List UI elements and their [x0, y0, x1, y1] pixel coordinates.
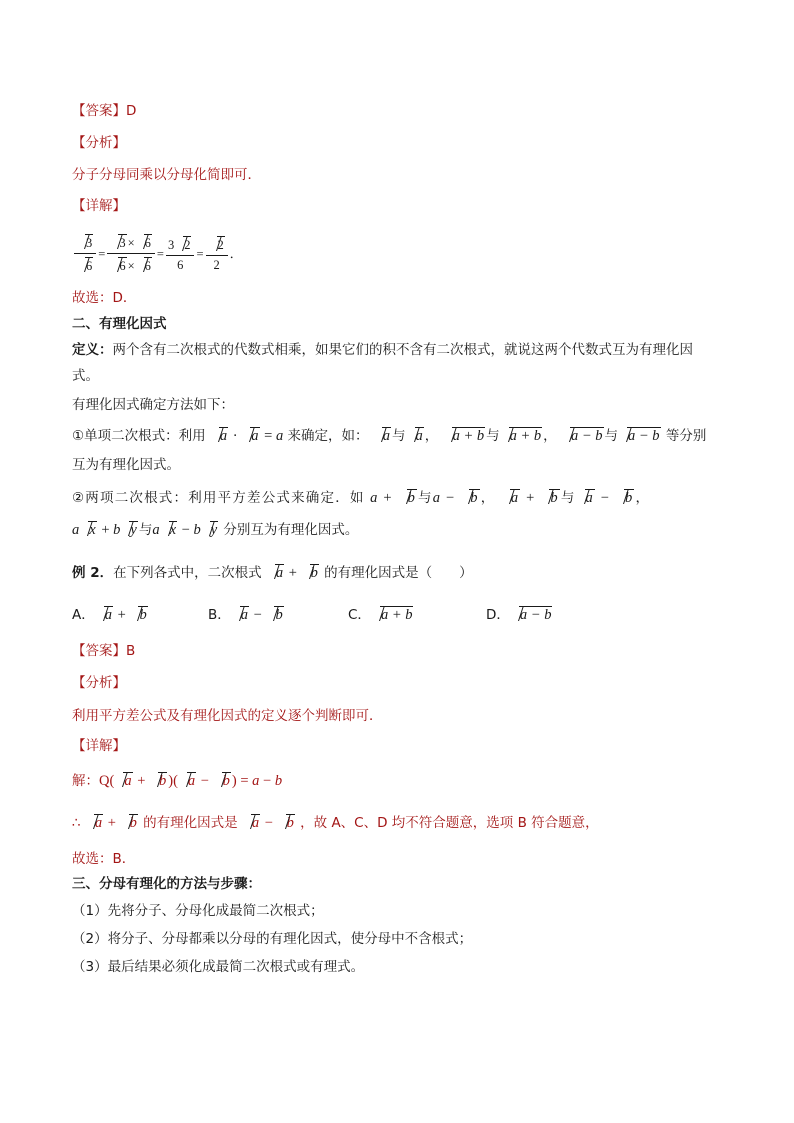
answer-line-2: 【答案】B — [72, 643, 136, 659]
analysis-text-2: 利用平方差公式及有理化因式的定义逐个判断即可． — [72, 708, 383, 724]
fraction-2: $\frac{3 \times 6}{6 \times 6}$ — [107, 232, 155, 275]
option-a[interactable]: A． a + b — [72, 604, 149, 625]
definition-line-1: 定义：两个含有二次根式的代数式相乘，如果它们的积不含有二次根式，就说这两个代数式互为有理化因 — [72, 342, 693, 358]
option-c[interactable]: C． a + b — [348, 604, 414, 625]
item-2-line-2: a x + b y 与a x − b y 分别互为有理化因式。 — [72, 519, 358, 540]
choose-1: 故选：D． — [72, 290, 137, 306]
section2-heading: 二、有理化因式 — [72, 316, 167, 332]
fraction-1: $\frac{3}{6}$ — [74, 232, 96, 275]
option-d[interactable]: D． a − b — [486, 604, 553, 625]
section3-heading: 三、分母有理化的方法与步骤： — [72, 876, 261, 892]
item-1-line-2: 互为有理化因式。 — [72, 457, 180, 473]
equation-1: $\frac{3}{6}$ = $\frac{3 \times 6}{6 \times 6}$ = $\frac{3 2}{6}$ = $\frac{2}{2}$ ． — [72, 232, 242, 275]
step-1: （1）先将分子、分母化成最简二次根式； — [72, 903, 324, 919]
definition-line-2: 式。 — [72, 368, 99, 384]
detail-label-1: 【详解】 — [72, 198, 126, 214]
solution-line-2: ∴ a + b 的有理化因式是 a − b ，故 A、C、D 均不符合题意，选项 B 符合题意， — [72, 812, 599, 833]
item-2-line-1: ②两项二次根式：利用平方差公式来确定．如 a + b 与a − b ， a + b 与 a − b ， — [72, 487, 650, 508]
analysis-label-2: 【分析】 — [72, 675, 126, 691]
fraction-4: $\frac{2}{2}$ — [206, 234, 228, 273]
item-1-line-1: ①单项二次根式：利用 a · a = a 来确定，如： a 与 a ， a + b 与 a + b ， a − b 与 a − b 等分别 — [72, 425, 706, 446]
answer-line-1 — [72, 101, 136, 121]
solution-line-1: 解：Q( a + b )( a − b ) = a − b — [72, 770, 282, 791]
choose-2: 故选：B． — [72, 851, 136, 867]
answer-label: 【答案】 — [72, 103, 126, 119]
step-3: （3）最后结果必须化成最简二次根式或有理式。 — [72, 959, 365, 975]
example2-question: 例 2．在下列各式中，二次根式 a + b 的有理化因式是（ ） — [72, 562, 473, 583]
method-intro: 有理化因式确定方法如下： — [72, 397, 234, 413]
step-2: （2）将分子、分母都乘以分母的有理化因式，使分母中不含根式； — [72, 931, 473, 947]
detail-label-2: 【详解】 — [72, 738, 126, 754]
analysis-text-1: 分子分母同乘以分母化简即可． — [72, 167, 261, 183]
answer-value: D — [126, 103, 137, 119]
fraction-3: $\frac{3 2}{6}$ — [166, 234, 195, 273]
option-b[interactable]: B． a − b — [208, 604, 285, 625]
analysis-label-1: 【分析】 — [72, 135, 126, 151]
